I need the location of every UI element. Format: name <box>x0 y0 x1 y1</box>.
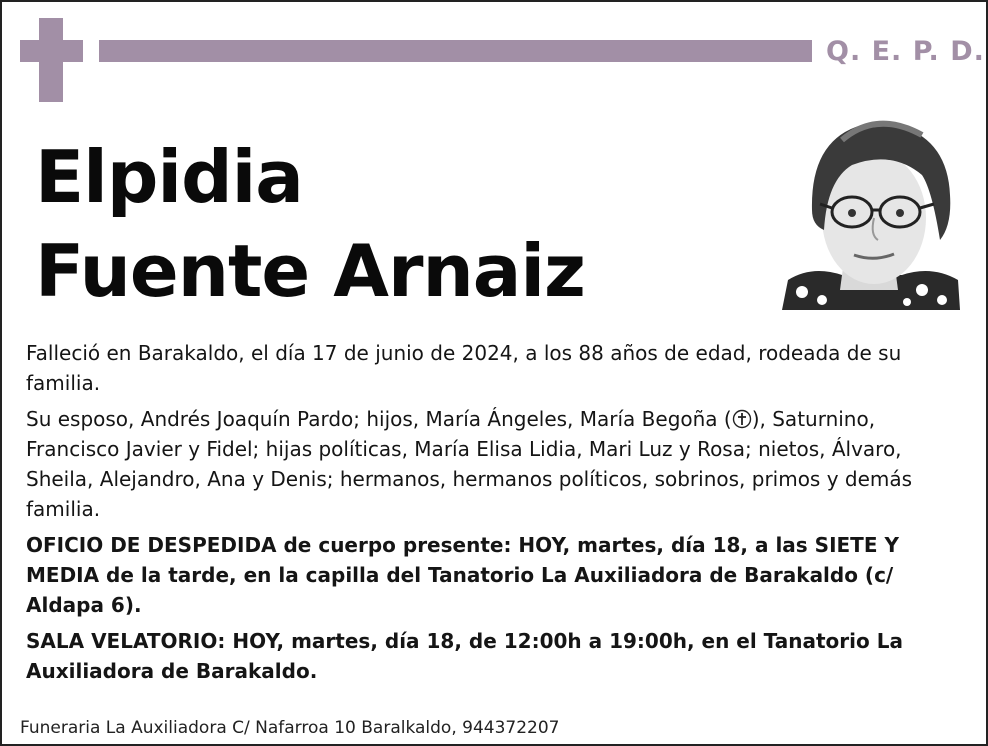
death-notice: Falleció en Barakaldo, el día 17 de junio de 2024, a los 88 años de edad, rodeada de su familia. <box>26 341 902 395</box>
qepd-label: Q. E. P. D. <box>826 36 985 67</box>
first-name: Elpidia <box>35 135 303 219</box>
portrait-photo <box>782 100 960 310</box>
family-list-part1: Su esposo, Andrés Joaquín Pardo; hijos, María Ángeles, María Begoña ( <box>26 407 732 431</box>
family-list <box>26 404 966 524</box>
funeral-service: OFICIO DE DESPEDIDA de cuerpo presente: HOY, martes, día 18, a las SIETE Y MEDIA de la tarde, en la capilla del Tanatorio La Auxiliadora de Barakaldo (c/ Aldapa 6). <box>26 533 899 617</box>
surnames: Fuente Arnaiz <box>35 229 585 313</box>
family-list-part2: ), Saturnino, Francisco Javier y Fidel; hijas políticas, María Elisa Lidia, Mari Luz y Rosa; nietos, Álvaro, Sheila, Alejandro, Ana y Denis; hermanos, hermanos políticos, sobrinos, primos y demás familia. <box>26 407 913 521</box>
funeral-home-footer: Funeraria La Auxiliadora C/ Nafarroa 10 Baralkaldo, 944372207 <box>20 718 560 738</box>
cross-icon-arm <box>20 40 83 62</box>
latin-cross-icon <box>732 409 752 429</box>
obituary-text <box>26 338 966 692</box>
wake-room: SALA VELATORIO: HOY, martes, día 18, de 12:00h a 19:00h, en el Tanatorio La Auxiliadora de Barakaldo. <box>26 629 903 683</box>
deceased-name <box>35 130 585 318</box>
header-bar <box>99 40 812 62</box>
